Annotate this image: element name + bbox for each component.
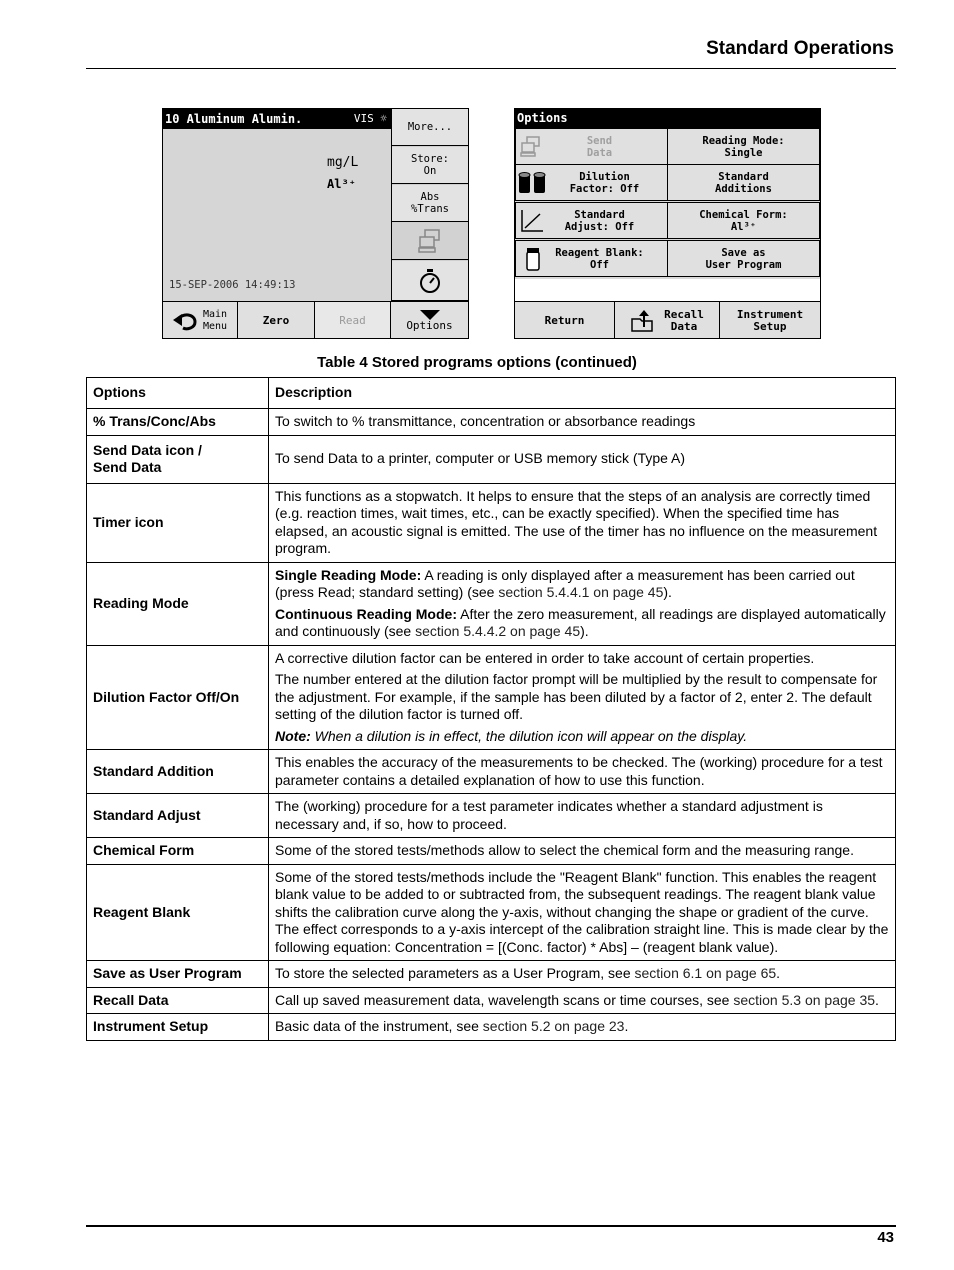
footer-divider bbox=[86, 1225, 896, 1227]
table-row bbox=[87, 1014, 896, 1041]
description-cell: To store the selected parameters as a User Program, see section 6.1 on page 65. bbox=[269, 961, 896, 988]
description-cell: To switch to % transmittance, concentration or absorbance readings bbox=[269, 409, 896, 436]
chemical-form-option[interactable] bbox=[667, 202, 820, 239]
instrument-setup-button[interactable] bbox=[720, 302, 820, 339]
recall-data-button[interactable] bbox=[615, 302, 720, 339]
send-data-button[interactable] bbox=[392, 223, 468, 260]
reading-mode-option[interactable] bbox=[667, 128, 820, 165]
send-data-option[interactable] bbox=[515, 128, 668, 165]
table-row bbox=[87, 645, 896, 750]
computer-icon bbox=[520, 136, 542, 158]
mode-label: VIS bbox=[353, 112, 374, 125]
table-row bbox=[87, 750, 896, 794]
option-cell: Dilution Factor Off/On bbox=[87, 645, 269, 750]
send-data-label: Send Data bbox=[586, 134, 613, 159]
option-cell: Reagent Blank bbox=[87, 864, 269, 961]
save-user-program-option[interactable] bbox=[667, 240, 820, 277]
timer-icon bbox=[418, 268, 442, 294]
options-table bbox=[86, 377, 896, 1041]
description-cell: Basic data of the instrument, see section 5.2 on page 23. bbox=[269, 1014, 896, 1041]
main-menu-button[interactable] bbox=[163, 302, 238, 339]
more-label: More... bbox=[407, 121, 453, 133]
section-link[interactable]: section 5.4.4.2 on page 45 bbox=[415, 623, 581, 639]
table-row bbox=[87, 961, 896, 988]
dilution-icon bbox=[518, 171, 548, 195]
reagent-bottle-icon bbox=[525, 247, 541, 271]
section-link[interactable]: section 5.2 on page 23 bbox=[482, 1018, 625, 1034]
table-row bbox=[87, 483, 896, 562]
datetime-label: 15-SEP-2006 14:49:13 bbox=[169, 279, 296, 291]
option-cell: Chemical Form bbox=[87, 838, 269, 865]
zero-button[interactable] bbox=[238, 302, 315, 339]
table-row bbox=[87, 864, 896, 961]
instrument-screen-options bbox=[514, 108, 821, 339]
triangle-down-icon bbox=[420, 310, 440, 320]
description-cell: A corrective dilution factor can be entered in order to take account of certain properties. The number entered at the dilution factor prompt will be multiplied by the result to compensate for the adjustment. For example, if the sample has been diluted by a factor of 2, enter 2. The default setting of the dilution factor is turned off. Note: When a dilution is in effect, the dilution icon will appear on the display. bbox=[269, 645, 896, 750]
reading-area bbox=[163, 129, 391, 301]
store-on-button[interactable] bbox=[392, 147, 468, 184]
option-cell: Send Data icon / Send Data bbox=[87, 435, 269, 483]
vis-lamp-indicator bbox=[354, 109, 387, 129]
description-cell: The (working) procedure for a test parameter indicates whether a standard adjustment is necessary and, if so, how to proceed. bbox=[269, 794, 896, 838]
table-row bbox=[87, 794, 896, 838]
section-link[interactable]: section 5.3 on page 35 bbox=[733, 991, 876, 1008]
save-user-program-label: Save as User Program bbox=[705, 246, 782, 271]
chemical-form-label: Chemical Form: Al³⁺ bbox=[699, 208, 788, 233]
standard-adjust-option[interactable] bbox=[515, 202, 668, 239]
table-row bbox=[87, 562, 896, 645]
timer-button[interactable] bbox=[392, 261, 468, 301]
description-header: Description bbox=[269, 378, 896, 409]
option-cell: Reading Mode bbox=[87, 562, 269, 645]
dilution-factor-option[interactable] bbox=[515, 164, 668, 201]
description-cell: To send Data to a printer, computer or USB memory stick (Type A) bbox=[269, 435, 896, 483]
option-cell: Instrument Setup bbox=[87, 1014, 269, 1041]
recall-data-label: Recall Data bbox=[664, 307, 704, 333]
page-header-title: Standard Operations bbox=[706, 38, 894, 59]
option-cell: % Trans/Conc/Abs bbox=[87, 409, 269, 436]
more-button[interactable] bbox=[392, 109, 468, 146]
options-bottom-bar bbox=[515, 301, 820, 339]
description-cell: This functions as a stopwatch. It helps to ensure that the steps of an analysis are correctly timed (e.g. reaction times, wait times, etc., can be exactly specified). When the specified time has elapsed, an acoustic signal is emitted. The use of the timer has no influence on the measurement program. bbox=[269, 483, 896, 562]
options-title: Options bbox=[515, 109, 820, 128]
description-cell: Call up saved measurement data, wavelength scans or time courses, see section 5.3 on page 35. bbox=[269, 987, 896, 1014]
standard-additions-option[interactable] bbox=[667, 164, 820, 201]
table-header-row bbox=[87, 378, 896, 409]
table-row bbox=[87, 987, 896, 1014]
read-button[interactable] bbox=[315, 302, 391, 339]
description-cell: Single Reading Mode: A reading is only displayed after a measurement has been carried out (press Read; standard setting) (see section 5.4.4.1 on page 45). Continuous Reading Mode: After the zero measurement, all readings are displayed automatically and continuously (see section 5.4.4.2 on page 45). bbox=[269, 562, 896, 645]
description-cell: Some of the stored tests/methods include the "Reagent Blank" function. This enables the reagent blank value to be added to or subtracted from, the subsequent readings. The reagent blank value shifts the calibration curve along the y-axis, without changing the shape or gradient of the curve. The effect corresponds to a y-axis intercept of the calibration straight line. This is made clear by the following equation: Concentration = [(Conc. factor) * Abs] – (reagent blank value). bbox=[269, 864, 896, 961]
standard-adjust-label: Standard Adjust: Off bbox=[564, 208, 635, 233]
section-link[interactable]: section 6.1 on page 65 bbox=[634, 965, 777, 981]
standard-additions-label: Standard Additions bbox=[715, 170, 772, 195]
reagent-blank-label: Reagent Blank: Off bbox=[555, 246, 644, 271]
description-cell: Some of the stored tests/methods allow to select the chemical form and the measuring range. bbox=[269, 838, 896, 865]
chemical-form-label: Al³⁺ bbox=[327, 177, 356, 191]
return-label: Return bbox=[544, 313, 585, 327]
abs-trans-label: Abs %Trans bbox=[411, 191, 449, 215]
back-arrow-icon bbox=[173, 310, 199, 332]
zero-label: Zero bbox=[262, 313, 290, 327]
computer-icon bbox=[417, 228, 443, 254]
options-header: Options bbox=[87, 378, 269, 409]
table-caption: Table 4 Stored programs options (continued) bbox=[317, 354, 637, 371]
bottom-button-bar bbox=[163, 301, 468, 339]
store-label: Store: On bbox=[411, 153, 449, 177]
option-cell: Recall Data bbox=[87, 987, 269, 1014]
table-row bbox=[87, 838, 896, 865]
description-cell: This enables the accuracy of the measurements to be checked. The (working) procedure for a test parameter contains a detailed explanation of how to use this function. bbox=[269, 750, 896, 794]
read-label: Read bbox=[339, 313, 366, 327]
side-button-column bbox=[391, 109, 469, 301]
return-button[interactable] bbox=[515, 302, 615, 339]
instrument-setup-label: Instrument Setup bbox=[736, 307, 804, 333]
option-cell: Save as User Program bbox=[87, 961, 269, 988]
reagent-blank-option[interactable] bbox=[515, 240, 668, 277]
main-menu-label: Main Menu bbox=[202, 308, 228, 332]
page-number: 43 bbox=[877, 1229, 894, 1246]
reading-mode-label: Reading Mode: Single bbox=[702, 134, 785, 159]
graph-icon bbox=[520, 209, 544, 233]
table-row bbox=[87, 435, 896, 483]
options-button[interactable] bbox=[391, 302, 468, 339]
program-title: 10 Aluminum Alumin. bbox=[165, 112, 303, 126]
table-row bbox=[87, 409, 896, 436]
header-divider bbox=[86, 68, 896, 69]
units-label: mg/L bbox=[327, 155, 359, 170]
lamp-icon: ☼ bbox=[380, 112, 387, 125]
empty-row bbox=[515, 279, 820, 301]
options-label: Options bbox=[406, 318, 453, 332]
option-cell: Timer icon bbox=[87, 483, 269, 562]
screen-title-bar bbox=[163, 109, 391, 129]
folder-upload-icon bbox=[630, 309, 656, 333]
instrument-screen-main bbox=[162, 108, 469, 339]
option-cell: Standard Adjust bbox=[87, 794, 269, 838]
option-cell: Standard Addition bbox=[87, 750, 269, 794]
abs-trans-button[interactable] bbox=[392, 185, 468, 222]
section-link[interactable]: section 5.4.4.1 on page 45 bbox=[498, 584, 664, 600]
dilution-label: Dilution Factor: Off bbox=[569, 170, 640, 195]
